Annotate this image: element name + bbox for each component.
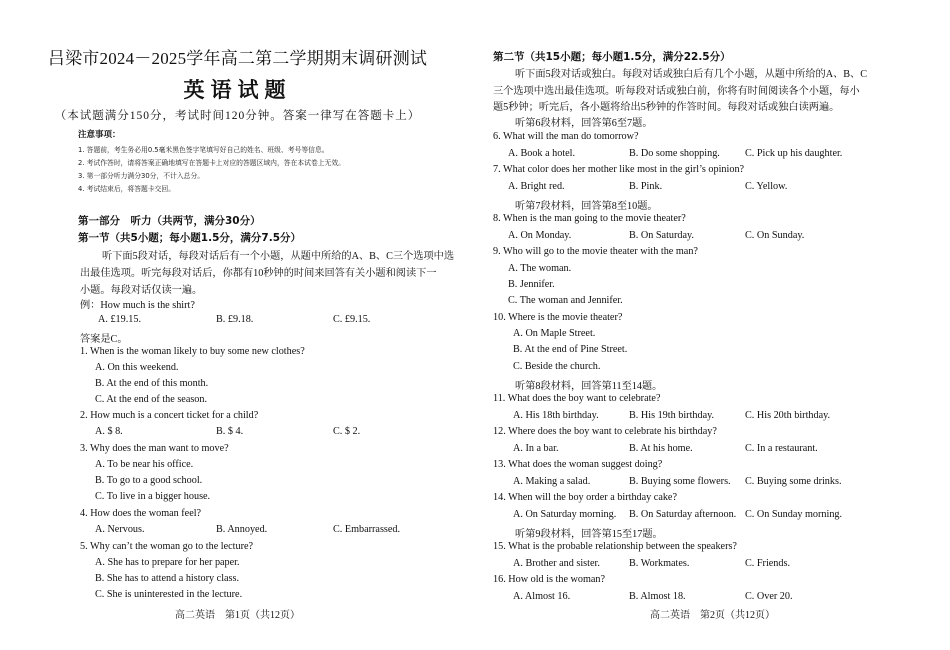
option: B. Annoyed.	[216, 524, 268, 535]
notice-item: 2. 考试作答时，请将答案正确地填写在答题卡上对应的答题区域内，答在本试卷上无效。	[78, 159, 345, 167]
option: B. At the end of this month.	[95, 378, 209, 389]
option: A. Making a salad.	[513, 476, 591, 487]
option: C. On Sunday.	[745, 230, 805, 241]
option: B. Pink.	[629, 181, 663, 192]
option: A. Brother and sister.	[513, 558, 600, 569]
example-answer: 答案是C。	[80, 334, 128, 345]
material-line: 听第6段材料，回答第6至7题。	[515, 118, 653, 129]
option: A. She has to prepare for her paper.	[95, 557, 240, 568]
option: C. Buying some drinks.	[745, 476, 842, 487]
option: C. £9.15.	[333, 314, 371, 325]
option: C. Pick up his daughter.	[745, 148, 843, 159]
option: B. Jennifer.	[508, 279, 555, 290]
option: A. $ 8.	[95, 426, 123, 437]
instruction-line: 题5秒钟；听完后，各小题将给出5秒钟的作答时间。每段对话或独白读两遍。	[493, 102, 840, 113]
notice-item: 1. 答题前，考生务必用0.5毫米黑色签字笔填写好自己的姓名、班级、考号等信息。	[78, 146, 329, 154]
option: B. On Saturday.	[629, 230, 694, 241]
option: B. $ 4.	[216, 426, 244, 437]
page-footer: 高二英语 第1页（共12页）	[175, 610, 300, 621]
material-line: 听第9段材料，回答第15至17题。	[515, 529, 663, 540]
question-13: 13. What does the woman suggest doing?	[493, 459, 663, 470]
instruction-line: 三个选项中选出最佳选项。听每段对话或独白前，你将有时间阅读各个小题，每小	[493, 86, 860, 97]
option: B. On Saturday afternoon.	[629, 509, 737, 520]
question-15: 15. What is the probable relationship between the speakers?	[493, 541, 737, 552]
notice-heading: 注意事项：	[78, 130, 121, 140]
instruction-line: 听下面5段对话，每段对话后有一个小题，从题中所给的A、B、C三个选项中选	[102, 251, 455, 262]
option: C. At the end of the season.	[95, 394, 208, 405]
question-9: 9. Who will go to the movie theater with the man?	[493, 246, 698, 257]
section2-heading: 第二节（共15小题；每小题1.5分，满分22.5分）	[493, 51, 731, 63]
question-5: 5. Why can’t the woman go to the lecture?	[80, 541, 254, 552]
question-3: 3. Why does the man want to move?	[80, 443, 229, 454]
question-4: 4. How does the woman feel?	[80, 508, 202, 519]
option: C. $ 2.	[333, 426, 361, 437]
option: B. Do some shopping.	[629, 148, 720, 159]
question-1: 1. When is the woman likely to buy some new clothes?	[80, 346, 305, 357]
material-line: 听第7段材料，回答第8至10题。	[515, 201, 658, 212]
question-16: 16. How old is the woman?	[493, 574, 606, 585]
question-6: 6. What will the man do tomorrow?	[493, 131, 639, 142]
question-2: 2. How much is a concert ticket for a child?	[80, 410, 259, 421]
option: B. To go to a good school.	[95, 475, 203, 486]
option: B. £9.18.	[216, 314, 254, 325]
option: B. Workmates.	[629, 558, 690, 569]
option: B. At his home.	[629, 443, 693, 454]
option: B. His 19th birthday.	[629, 410, 715, 421]
option: A. On Monday.	[508, 230, 572, 241]
option: A. On Maple Street.	[513, 328, 596, 339]
question-12: 12. Where does the boy want to celebrate his birthday?	[493, 426, 717, 437]
instruction-line: 出最佳选项。听完每段对话后，你都有10秒钟的时间来回答有关小题和阅读下一	[80, 268, 437, 279]
notice-item: 4. 考试结束后，将答题卡交回。	[78, 185, 176, 193]
instruction-line: 听下面5段对话或独白。每段对话或独白后有几个小题，从题中所给的A、B、C	[515, 69, 868, 80]
option: A. Bright red.	[508, 181, 565, 192]
part1-heading: 第一部分 听力（共两节，满分30分）	[78, 215, 261, 227]
option: C. Over 20.	[745, 591, 793, 602]
option: A. Nervous.	[95, 524, 145, 535]
option: C. Embarrassed.	[333, 524, 401, 535]
option: A. To be near his office.	[95, 459, 194, 470]
option: C. Yellow.	[745, 181, 788, 192]
option: A. On this weekend.	[95, 362, 179, 373]
question-8: 8. When is the man going to the movie theater?	[493, 213, 686, 224]
option: C. In a restaurant.	[745, 443, 818, 454]
question-14: 14. When will the boy order a birthday cake?	[493, 492, 677, 503]
example-question: 例：How much is the shirt?	[80, 300, 195, 311]
section1-heading: 第一节（共5小题；每小题1.5分，满分7.5分）	[78, 232, 302, 244]
exam-title: 吕梁市2024－2025学年高二第二学期期末调研测试	[47, 49, 428, 68]
option: A. Almost 16.	[513, 591, 571, 602]
option: A. His 18th birthday.	[513, 410, 599, 421]
page-footer: 高二英语 第2页（共12页）	[650, 610, 775, 621]
option: A. £19.15.	[98, 314, 142, 325]
option: B. Buying some flowers.	[629, 476, 731, 487]
option: A. Book a hotel.	[508, 148, 576, 159]
question-10: 10. Where is the movie theater?	[493, 312, 623, 323]
option: C. She is uninterested in the lecture.	[95, 589, 243, 600]
option: C. To live in a bigger house.	[95, 491, 211, 502]
option: C. The woman and Jennifer.	[508, 295, 623, 306]
question-7: 7. What color does her mother like most in the girl’s opinion?	[493, 164, 745, 175]
subject-title: 英语试题	[183, 78, 292, 102]
question-11: 11. What does the boy want to celebrate?	[493, 393, 661, 404]
option: A. The woman.	[508, 263, 572, 274]
notice-item: 3. 第一部分听力满分30分，不计入总分。	[78, 172, 205, 180]
instruction-line: 小题。每段对话仅读一遍。	[80, 285, 203, 296]
right-page	[475, 0, 950, 650]
option: C. Beside the church.	[513, 361, 601, 372]
option: B. She has to attend a history class.	[95, 573, 240, 584]
option: C. On Sunday morning.	[745, 509, 843, 520]
exam-note: （本试题满分150分，考试时间120分钟。答案一律写在答题卡上）	[54, 110, 421, 122]
option: B. At the end of Pine Street.	[513, 344, 628, 355]
material-line: 听第8段材料，回答第11至14题。	[515, 381, 663, 392]
option: A. On Saturday morning.	[513, 509, 617, 520]
option: C. His 20th birthday.	[745, 410, 831, 421]
option: A. In a bar.	[513, 443, 559, 454]
option: C. Friends.	[745, 558, 790, 569]
option: B. Almost 18.	[629, 591, 686, 602]
